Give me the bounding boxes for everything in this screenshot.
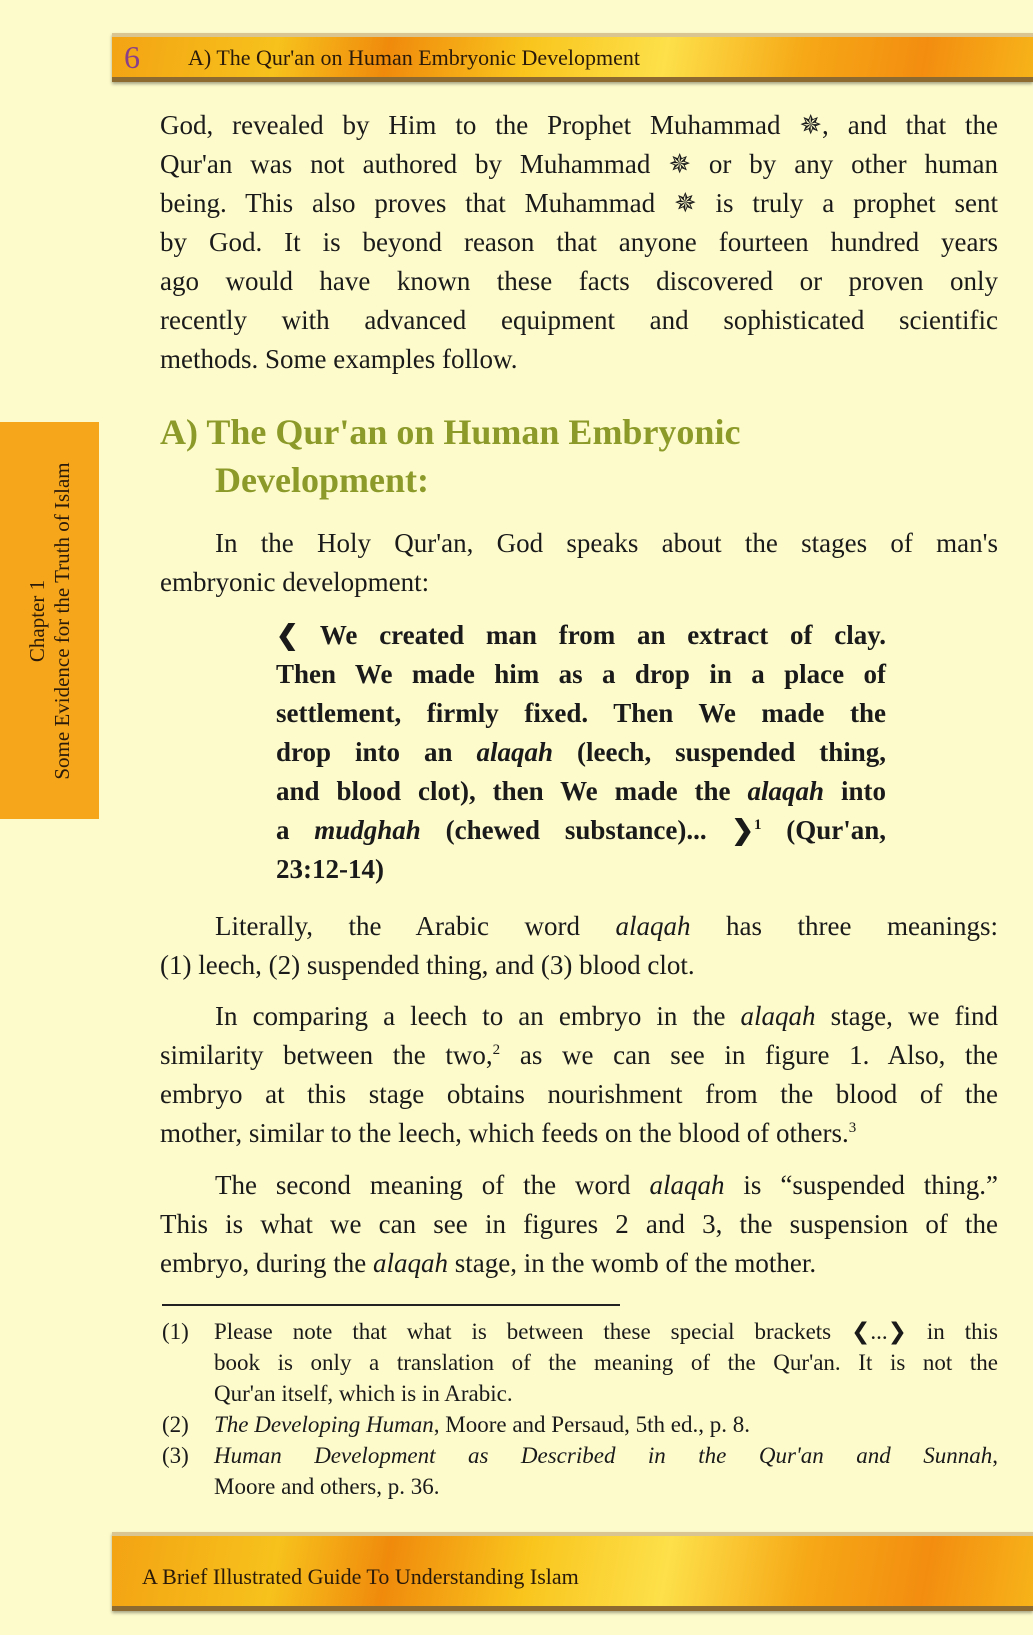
text-run: God, revealed by Him to the Prophet Muhammad ✵, and that the xyxy=(160,110,998,140)
text-run: similarity between the two, xyxy=(160,1040,493,1070)
text-run: Human Development as Described in the Qur'an and Sunnah xyxy=(214,1443,993,1468)
text-line xyxy=(276,811,886,850)
text-line xyxy=(160,524,998,563)
header-bar xyxy=(112,33,1033,82)
text-run: ❮ We created man from an extract of clay. xyxy=(276,620,886,650)
text-run: Moore and others, p. 36. xyxy=(214,1474,440,1499)
footnote xyxy=(162,1316,998,1409)
text-run: has three meanings: xyxy=(690,911,998,941)
text-run: and blood clot), then We made the xyxy=(276,776,748,806)
text-run: (Qur'an, xyxy=(761,815,886,845)
text-run: In the Holy Qur'an, God speaks about the stages of man's xyxy=(215,528,998,558)
chapter-subtitle: Some Evidence for the Truth of Islam xyxy=(49,461,74,780)
heading-line-1: A) The Qur'an on Human Embryonic xyxy=(160,412,741,452)
text-run: mother, similar to the leech, which feeds on the blood of others. xyxy=(160,1118,849,1148)
text-line xyxy=(276,655,886,694)
text-run: alaqah xyxy=(649,1170,725,1200)
text-run: This is what we can see in figures 2 and 3, the suspension of the xyxy=(160,1209,998,1239)
text-line xyxy=(276,850,886,889)
footnote-ref: 2 xyxy=(492,1042,501,1058)
text-line xyxy=(160,907,998,946)
text-run: book is only a translation of the meaning of the Qur'an. It is not the xyxy=(214,1350,998,1375)
chapter-label: Chapter 1 xyxy=(24,579,49,662)
text-line xyxy=(214,1471,998,1502)
text-run: Please note that what is between these special brackets ❮...❯ in this xyxy=(214,1319,998,1344)
footnote xyxy=(162,1409,998,1440)
text-run: mudghah xyxy=(314,815,421,845)
footnote-ref: 3 xyxy=(848,1120,857,1136)
text-line xyxy=(160,1114,998,1153)
paragraph-stages xyxy=(160,524,998,602)
text-line xyxy=(160,106,998,145)
text-line xyxy=(214,1316,998,1347)
text-run: alaqah xyxy=(747,776,825,806)
footer-bar xyxy=(112,1532,1033,1611)
section-heading xyxy=(160,408,740,504)
text-run: Then We made him as a drop in a place of xyxy=(276,659,886,689)
footnote-ref: 1 xyxy=(753,817,762,833)
paragraph-suspended-thing xyxy=(160,1166,998,1283)
text-line xyxy=(160,1036,998,1075)
text-run: (1) leech, (2) suspended thing, and (3) blood clot. xyxy=(160,950,695,980)
text-line xyxy=(276,772,886,811)
text-run: into xyxy=(824,776,886,806)
text-line xyxy=(160,1244,998,1283)
text-line xyxy=(276,616,886,655)
text-line xyxy=(214,1347,998,1378)
paragraph-intro xyxy=(160,106,998,379)
text-run: embryonic development: xyxy=(160,567,430,597)
text-run: stage, we find xyxy=(815,1001,998,1031)
footnotes xyxy=(162,1316,998,1502)
text-run: recently with advanced equipment and sophisticated scientific xyxy=(160,305,998,335)
text-run: Qur'an was not authored by Muhammad ✵ or by any other human xyxy=(160,149,998,179)
text-run: Qur'an itself, which is in Arabic. xyxy=(214,1381,513,1406)
footnote-divider xyxy=(162,1304,620,1306)
text-line xyxy=(214,1378,998,1409)
text-run: ago would have known these facts discovered or proven only xyxy=(160,266,998,296)
text-run: being. This also proves that Muhammad ✵ is truly a prophet sent xyxy=(160,188,998,218)
footnote-number: (2) xyxy=(162,1412,189,1437)
text-run: methods. Some examples follow. xyxy=(160,344,518,374)
heading-line-2: Development: xyxy=(215,460,429,500)
text-run: , xyxy=(992,1443,998,1468)
text-run: Literally, the Arabic word xyxy=(215,911,616,941)
text-line xyxy=(160,563,998,602)
running-header-title: A) The Qur'an on Human Embryonic Development xyxy=(188,45,640,70)
text-line xyxy=(160,223,998,262)
text-line xyxy=(160,340,998,379)
text-run: is “suspended thing.” xyxy=(724,1170,999,1200)
text-run: embryo, during the xyxy=(160,1248,373,1278)
text-run: a xyxy=(276,815,315,845)
text-line xyxy=(160,1205,998,1244)
text-line xyxy=(160,145,998,184)
text-line xyxy=(214,1409,998,1440)
text-line xyxy=(160,997,998,1036)
text-line xyxy=(160,301,998,340)
page-number: 6 xyxy=(124,39,140,75)
text-run: The second meaning of the word xyxy=(215,1170,650,1200)
text-line xyxy=(276,733,886,772)
text-run: (chewed substance)... ❯ xyxy=(420,815,754,845)
footnote-number: (3) xyxy=(162,1443,189,1468)
text-run: stage, in the womb of the mother. xyxy=(447,1248,817,1278)
text-run: alaqah xyxy=(615,911,691,941)
text-run: by God. It is beyond reason that anyone fourteen hundred years xyxy=(160,227,998,257)
text-line xyxy=(160,262,998,301)
text-run: alaqah xyxy=(476,737,554,767)
text-line xyxy=(276,694,886,733)
text-run: , Moore and Persaud, 5th ed., p. 8. xyxy=(433,1412,750,1437)
text-run: settlement, firmly fixed. Then We made the xyxy=(276,698,886,728)
text-line xyxy=(160,1166,998,1205)
text-line xyxy=(214,1440,998,1471)
text-line xyxy=(160,946,998,985)
text-run: embryo at this stage obtains nourishment from the blood of the xyxy=(160,1079,998,1109)
text-line xyxy=(160,1075,998,1114)
text-run: (leech, suspended thing, xyxy=(553,737,886,767)
text-run: alaqah xyxy=(372,1248,448,1278)
text-run: drop into an xyxy=(276,737,477,767)
footnote xyxy=(162,1440,998,1502)
quran-quote xyxy=(276,616,886,889)
text-run: In comparing a leech to an embryo in the xyxy=(215,1001,741,1031)
book-title: A Brief Illustrated Guide To Understanding Islam xyxy=(142,1564,579,1589)
text-line xyxy=(160,184,998,223)
paragraph-alaqah-meanings xyxy=(160,907,998,985)
paragraph-leech-comparison xyxy=(160,997,998,1153)
footnote-number: (1) xyxy=(162,1319,189,1344)
text-run: The Developing Human xyxy=(214,1412,434,1437)
text-run: alaqah xyxy=(740,1001,816,1031)
chapter-side-tab xyxy=(0,422,99,819)
text-run: as we can see in figure 1. Also, the xyxy=(500,1040,999,1070)
text-run: 23:12-14) xyxy=(276,854,384,884)
